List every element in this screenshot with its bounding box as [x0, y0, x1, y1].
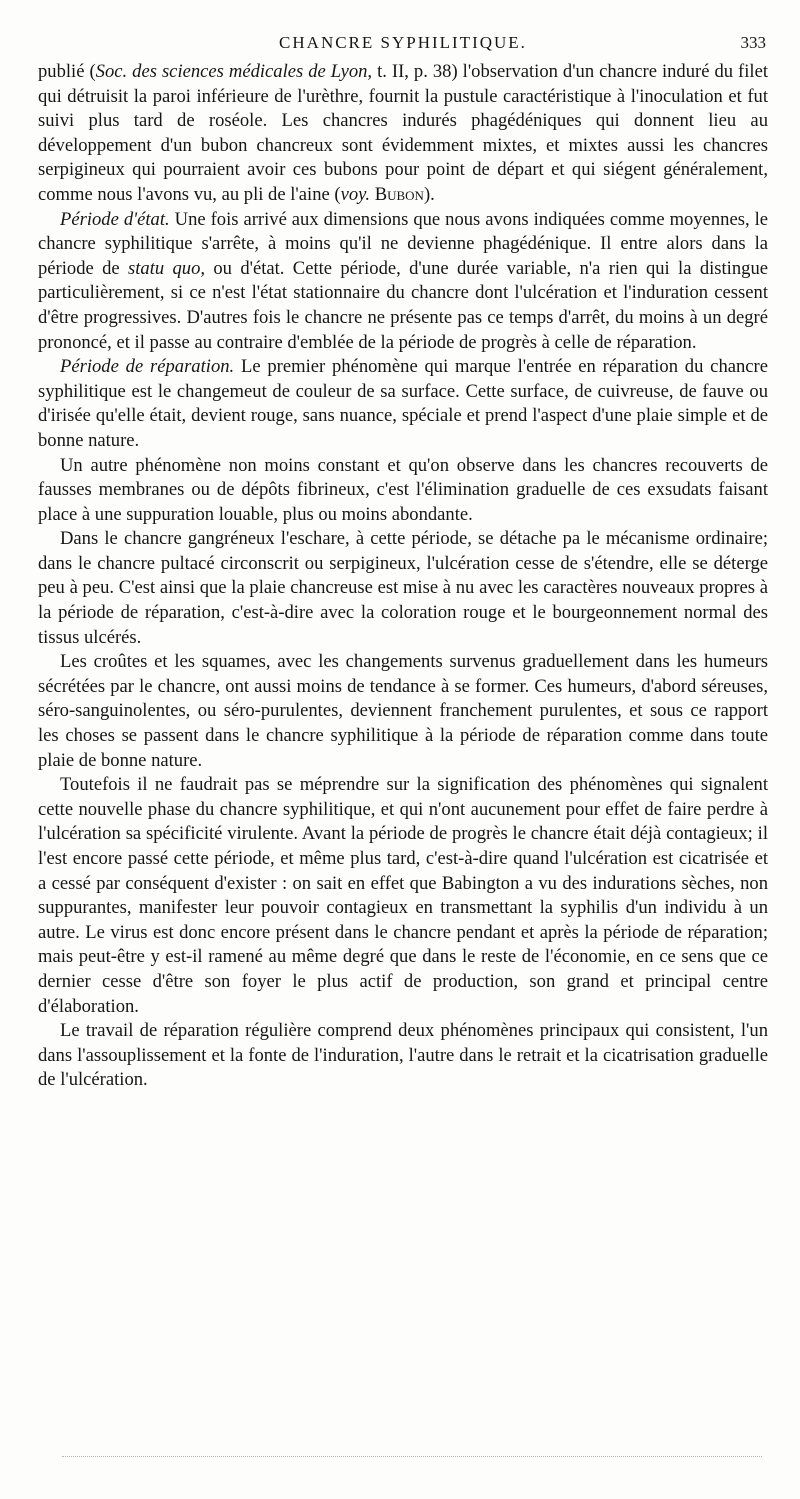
- running-title: CHANCRE SYPHILITIQUE.: [279, 33, 527, 52]
- paragraph-periode-reparation: [38, 355, 768, 453]
- italic-text: voy.: [340, 183, 371, 205]
- paragraph-8: [38, 1019, 768, 1093]
- text-run: t. II, p. 38) l'observation d'un chancre induré du filet qui détruisit la paroi inférieure de l'urèthre, fournit la pustule caractéristique à l'inoculation et fut suivi plus tard de roséole. Les chancres indurés phagédéniques qui donnent lieu au développement d'un bubon chancreux sont évidemment mixtes, et mixtes aussi les chancres serpigineux qui pourraient avoir ces bubons pour point de départ et qui siégent généralement, comme nous l'avons vu, au pli de l'aine (: [38, 61, 768, 205]
- italic-text: Période d'état.: [60, 208, 170, 230]
- text-run: Une fois arrivé aux dimensions que nous avons indiquées comme moyennes, le chancre syphilitique s'arrête, à moins qu'il ne devienne phagédénique. Il entre alors dans la période de: [38, 208, 769, 279]
- paragraph-1: [38, 60, 768, 208]
- italic-text: statu quo,: [128, 257, 206, 279]
- running-head: [38, 30, 768, 58]
- text-run: ou d'état. Cette période, d'une durée variable, n'a rien qui la distingue particulièrement, si ce n'est l'état stationnaire du chancre dont l'ulcération et l'induration cessent d'être progressives. D'autres fois le chancre ne présente pas ce temps d'arrêt, du moins à un degré prononcé, et il passe au contraire d'emblée de la période de progrès à celle de réparation.: [38, 257, 768, 353]
- body-text: [38, 60, 768, 1093]
- italic-text: Soc. des sciences médicales de Lyon,: [95, 61, 373, 82]
- footer-dotted-rule: [62, 1456, 762, 1457]
- text-run: ).: [423, 183, 435, 205]
- text-run: Le premier phénomène qui marque l'entrée en réparation du chancre syphilitique est le changemeut de couleur de sa surface. Cette surface, de cuivreuse, de fauve ou d'irisée qu'elle était, devient rouge, sans nuance, spéciale et prend l'aspect d'une plaie simple et de bonne nature.: [38, 356, 768, 451]
- paragraph-4: [38, 454, 768, 528]
- text-run: Toutefois il ne faudrait pas se méprendre sur la signification des phénomènes qui signalent cette nouvelle phase du chancre syphilitique, et qui n'ont aucunement pour effet de faire perdre à l'ulcération sa spécificité virulente. Avant la période de progrès le chancre était déjà contagieux; il l'est encore passé cette période, et même plus tard, c'est-à-dire quand l'ulcération est cicatrisée et a cessé par conséquent d'exister : on sait en effet que Babington a vu des indurations sèches, non suppurantes, manifester leur pouvoir contagieux en transmettant la syphilis d'un individu à un autre. Le virus est donc encore présent dans le chancre pendant et après la période de réparation; mais peut-être y est-il ramené au même degré que dans le reste de l'économie, en ce sens que ce dernier cesse d'être son foyer le plus actif de production, son grand et principal centre d'élaboration.: [38, 774, 768, 1017]
- paragraph-7: [38, 773, 768, 1019]
- text-run: Un autre phénomène non moins constant et qu'on observe dans les chancres recouverts de fausses membranes ou de dépôts fibrineux, c'est l'élimination graduelle de ces exsudats faisant place à une suppuration louable, plus ou moins abondante.: [38, 454, 768, 525]
- text-run: Le travail de réparation régulière comprend deux phénomènes principaux qui consistent, l'un dans l'assouplissement et la fonte de l'induration, l'autre dans le retrait et la cicatrisation graduelle de l'ulcération.: [38, 1020, 768, 1091]
- paragraph-periode-etat: [38, 208, 768, 356]
- paragraph-6: [38, 650, 768, 773]
- italic-text: Période de réparation.: [60, 356, 235, 378]
- text-run: publié (: [38, 61, 96, 82]
- small-caps-text: Bubon: [374, 183, 424, 205]
- paragraph-5: [38, 527, 768, 650]
- text-run: Dans le chancre gangréneux l'eschare, à cette période, se détache pa le mécanisme ordinaire; dans le chancre pultacé circonscrit ou serpigineux, l'ulcération cesse de s'étendre, elle se déterge peu à peu. C'est ainsi que la plaie chancreuse est mise à nu avec les caractères nouveaux propres à la période de réparation, c'est-à-dire avec la coloration rouge et le bourgeonnement normal des tissus ulcérés.: [38, 528, 768, 648]
- text-run: Les croûtes et les squames, avec les changements survenus graduellement dans les humeurs sécrétées par le chancre, ont aussi moins de tendance à se former. Ces humeurs, d'abord séreuses, séro-sanguinolentes, ou séro-purulentes, deviennent franchement purulentes, et sous ce rapport les choses se passent dans le chancre syphilitique à la période de réparation comme dans toute plaie de bonne nature.: [38, 651, 768, 771]
- page-number: 333: [740, 33, 766, 52]
